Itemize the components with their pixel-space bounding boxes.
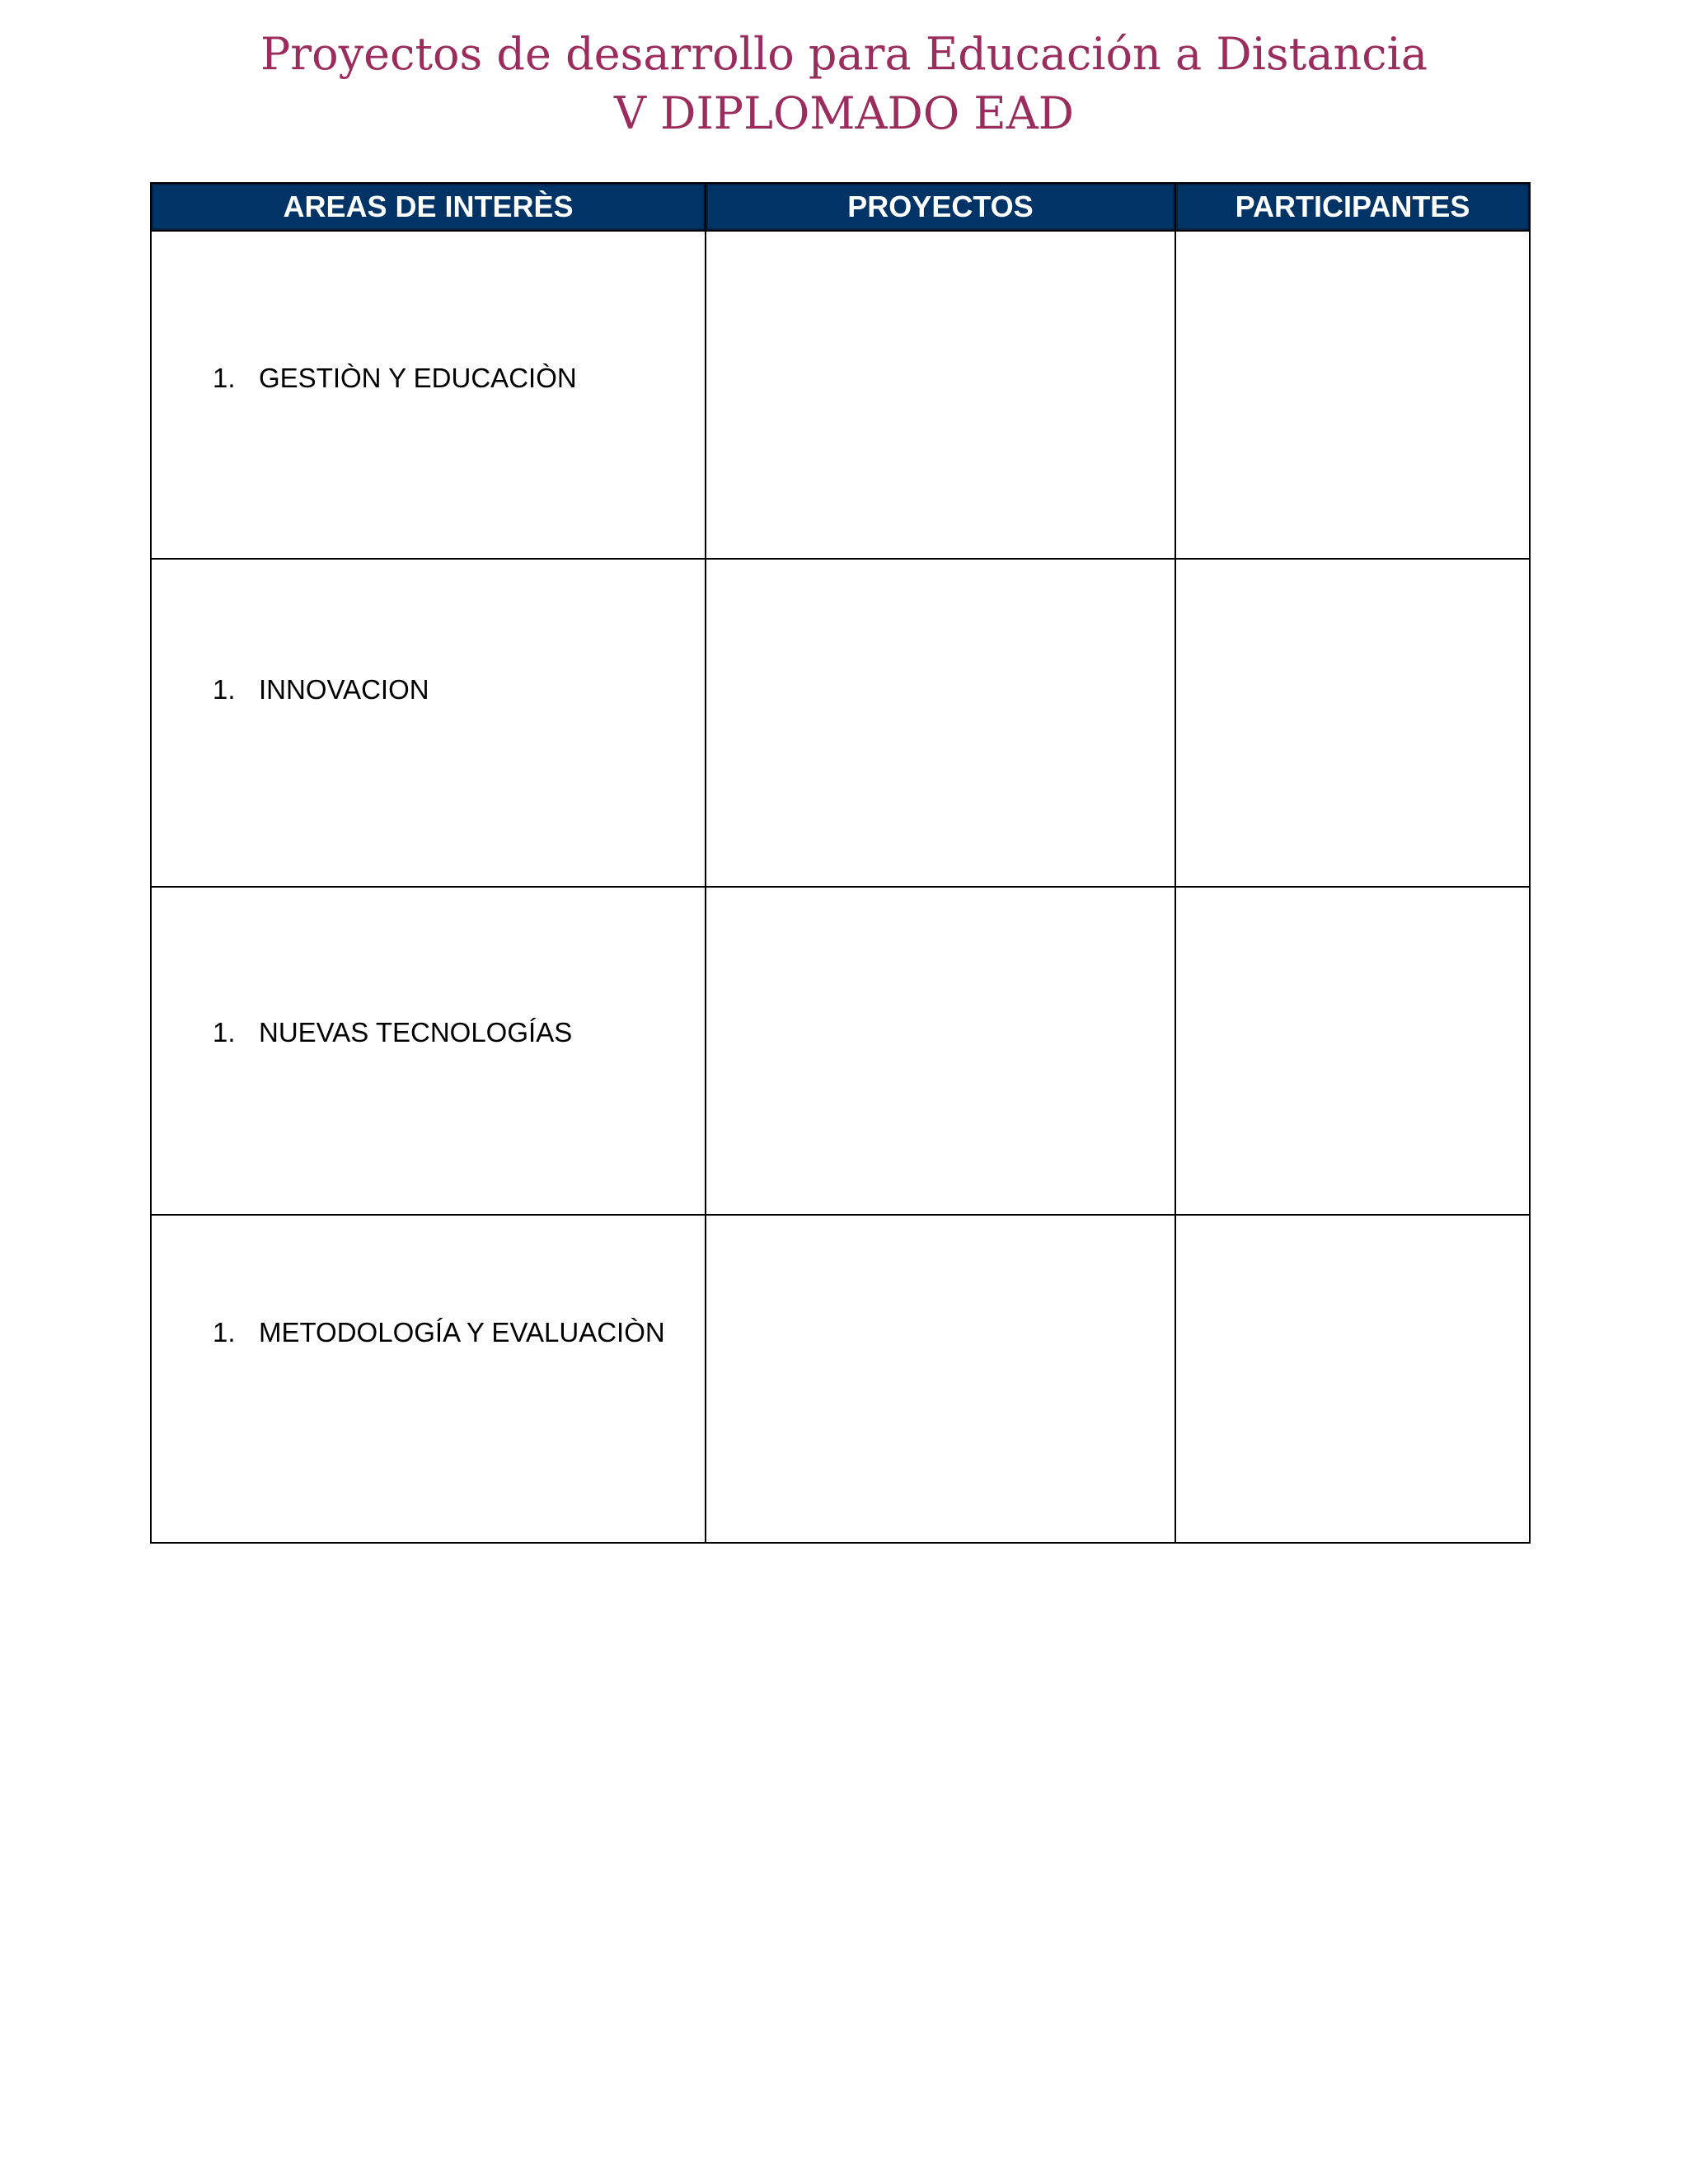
area-label: GESTIÒN Y EDUCACIÒN bbox=[259, 363, 577, 393]
proyectos-cell[interactable] bbox=[706, 231, 1175, 559]
area-cell bbox=[151, 1215, 706, 1543]
proyectos-cell[interactable] bbox=[706, 1215, 1175, 1543]
table-row bbox=[151, 559, 1530, 887]
header-participantes: PARTICIPANTES bbox=[1175, 183, 1530, 231]
title-line-1: Proyectos de desarrollo para Educación a Distancia bbox=[260, 28, 1428, 80]
participantes-cell[interactable] bbox=[1175, 887, 1530, 1215]
list-number: 1. bbox=[213, 363, 236, 393]
proyectos-cell[interactable] bbox=[706, 559, 1175, 887]
list-number: 1. bbox=[213, 1317, 236, 1347]
list-number: 1. bbox=[213, 1017, 236, 1047]
area-label: NUEVAS TECNOLOGÍAS bbox=[259, 1017, 573, 1047]
participantes-cell[interactable] bbox=[1175, 231, 1530, 559]
list-number: 1. bbox=[213, 674, 236, 705]
table-header-row bbox=[151, 183, 1530, 231]
table-row bbox=[151, 1215, 1530, 1543]
list-item bbox=[152, 1317, 705, 1348]
list-item bbox=[152, 674, 705, 705]
table-row bbox=[151, 231, 1530, 559]
area-cell bbox=[151, 887, 706, 1215]
table-row bbox=[151, 887, 1530, 1215]
document-title bbox=[0, 25, 1688, 143]
area-label: METODOLOGÍA Y EVALUACIÒN bbox=[259, 1317, 665, 1347]
participantes-cell[interactable] bbox=[1175, 559, 1530, 887]
participantes-cell[interactable] bbox=[1175, 1215, 1530, 1543]
projects-table bbox=[150, 182, 1531, 1544]
header-areas: AREAS DE INTERÈS bbox=[151, 183, 706, 231]
proyectos-cell[interactable] bbox=[706, 887, 1175, 1215]
header-proyectos: PROYECTOS bbox=[706, 183, 1175, 231]
area-label: INNOVACION bbox=[259, 674, 429, 705]
title-line-2: V DIPLOMADO EAD bbox=[614, 87, 1074, 139]
area-cell bbox=[151, 559, 706, 887]
area-cell bbox=[151, 231, 706, 559]
list-item bbox=[152, 1017, 705, 1048]
list-item bbox=[152, 363, 705, 394]
